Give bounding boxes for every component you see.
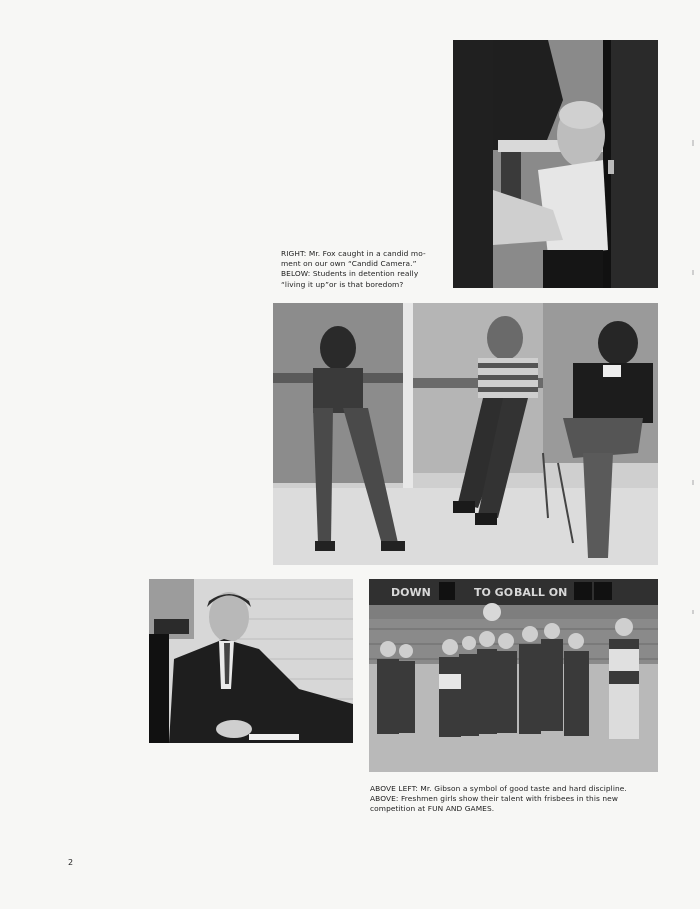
photo-mr-fox [453,40,658,288]
photo-detention [273,303,658,565]
scan-mark [692,480,694,485]
caption-top-line-1: RIGHT: Mr. Fox caught in a candid mo- [281,249,426,258]
caption-top-line-4: “living it up”or is that boredom? [281,279,404,289]
scoreboard-to-go-label: TO GO [474,586,514,599]
scan-mark [692,140,694,146]
page-number: 2 [68,858,74,867]
caption-bottom [370,784,627,815]
caption-bottom-line-3: competition at FUN AND GAMES. [370,804,495,814]
caption-top-line-3: BELOW: Students in detention really [281,269,419,279]
caption-top [281,249,426,290]
caption-bottom-line-2: ABOVE: Freshmen girls show their talent with frisbees in this new [370,794,618,804]
caption-top-line-2: ment on our own “Candid Camera.” [281,259,417,269]
photo-mr-gibson [149,579,353,743]
scan-mark [692,610,694,614]
scoreboard-down-label: DOWN [391,586,431,599]
caption-bottom-line-1: ABOVE LEFT: Mr. Gibson a symbol of good taste and hard discipline. [370,784,627,793]
photo-freshmen-girls [369,579,658,772]
scoreboard-ball-on-label: BALL ON [514,586,568,599]
scan-mark [692,270,694,275]
